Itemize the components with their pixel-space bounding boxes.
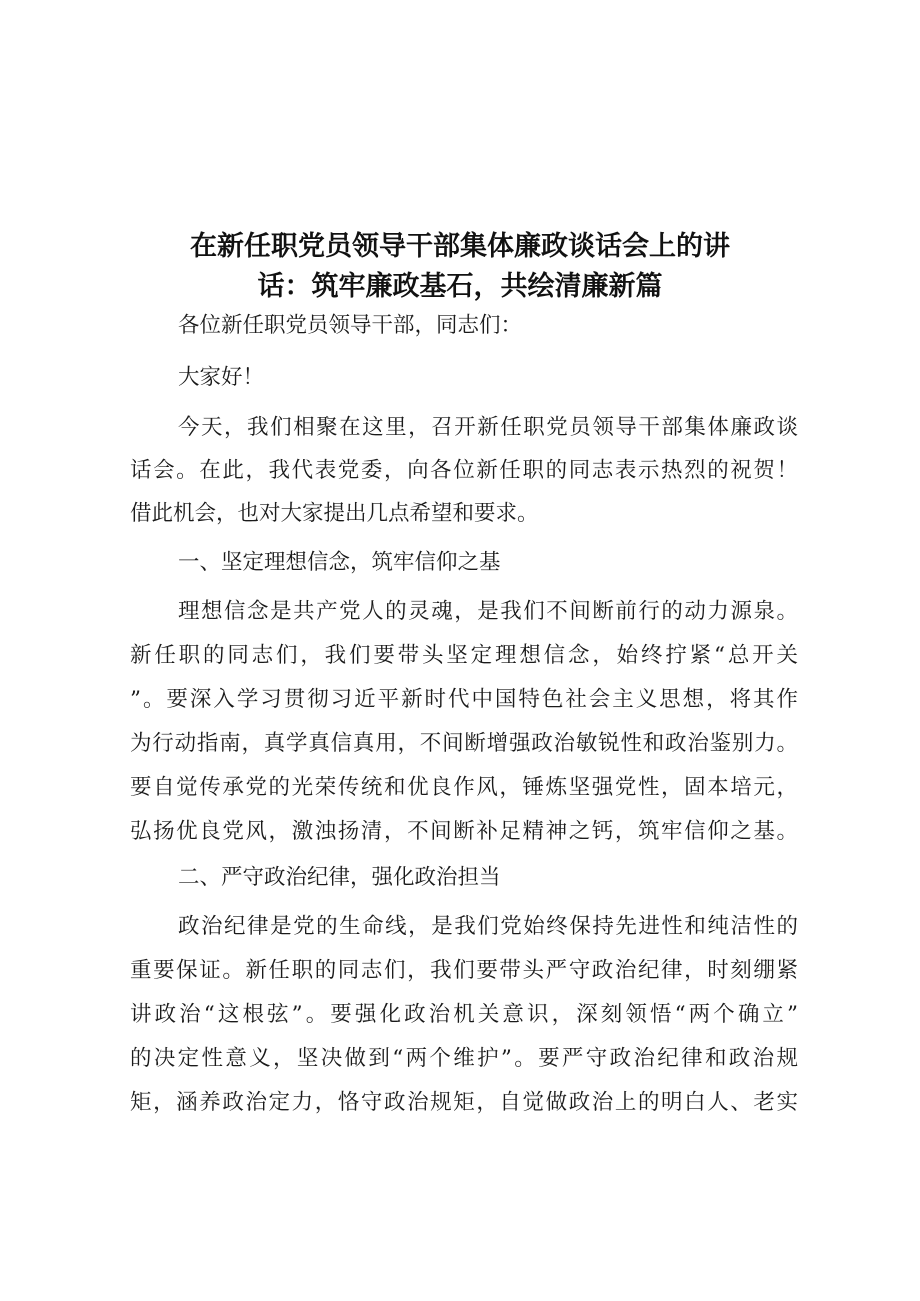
paragraph-section-2-line: 重要保证。新任职的同志们，我们要带头严守政治纪律，时刻绷紧 [130,958,798,983]
paragraph-section-1-line: 为行动指南，真学真信真用，不间断增强政治敏锐性和政治鉴别力。 [130,731,798,756]
paragraph-intro-line: 今天，我们相聚在这里，召开新任职党员领导干部集体廉政谈 [178,415,798,440]
document-title-line-2: 话：筑牢廉政基石，共绘清廉新篇 [257,271,663,302]
paragraph-section-2-line: 讲政治“这根弦”。要强化政治机关意识，深刻领悟“两个确立” [130,1002,798,1027]
paragraph-section-1-line: 弘扬优良党风，激浊扬清，不间断补足精神之钙，筑牢信仰之基。 [130,819,798,844]
salutation: 各位新任职党员领导干部，同志们： [178,313,523,338]
paragraph-section-2-line: 矩，涵养政治定力，恪守政治规矩，自觉做政治上的明白人、老实 [130,1090,798,1115]
paragraph-section-1-line: 理想信念是共产党人的灵魂，是我们不间断前行的动力源泉。 [178,599,798,624]
paragraph-section-2-line: 政治纪律是党的生命线，是我们党始终保持先进性和纯洁性的 [178,914,798,939]
document-title-line-1: 在新任职党员领导干部集体廉政谈话会上的讲 [190,231,730,262]
paragraph-intro-line: 借此机会，也对大家提出几点希望和要求。 [130,501,539,526]
paragraph-section-1-line: ”。要深入学习贯彻习近平新时代中国特色社会主义思想，将其作 [130,687,798,712]
paragraph-intro-line: 话会。在此，我代表党委，向各位新任职的同志表示热烈的祝贺！ [130,458,798,483]
section-heading-2: 二、严守政治纪律，强化政治担当 [178,865,501,890]
paragraph-section-1-line: 要自觉传承党的光荣传统和优良作风，锤炼坚强党性，固本培元， [130,775,798,800]
section-heading-1: 一、坚定理想信念，筑牢信仰之基 [178,550,501,575]
paragraph-section-2-line: 的决定性意义，坚决做到“两个维护”。要严守政治纪律和政治规 [130,1046,798,1071]
paragraph-section-1-line: 新任职的同志们，我们要带头坚定理想信念，始终拧紧“总开关 [130,643,798,668]
greeting: 大家好！ [178,365,265,390]
